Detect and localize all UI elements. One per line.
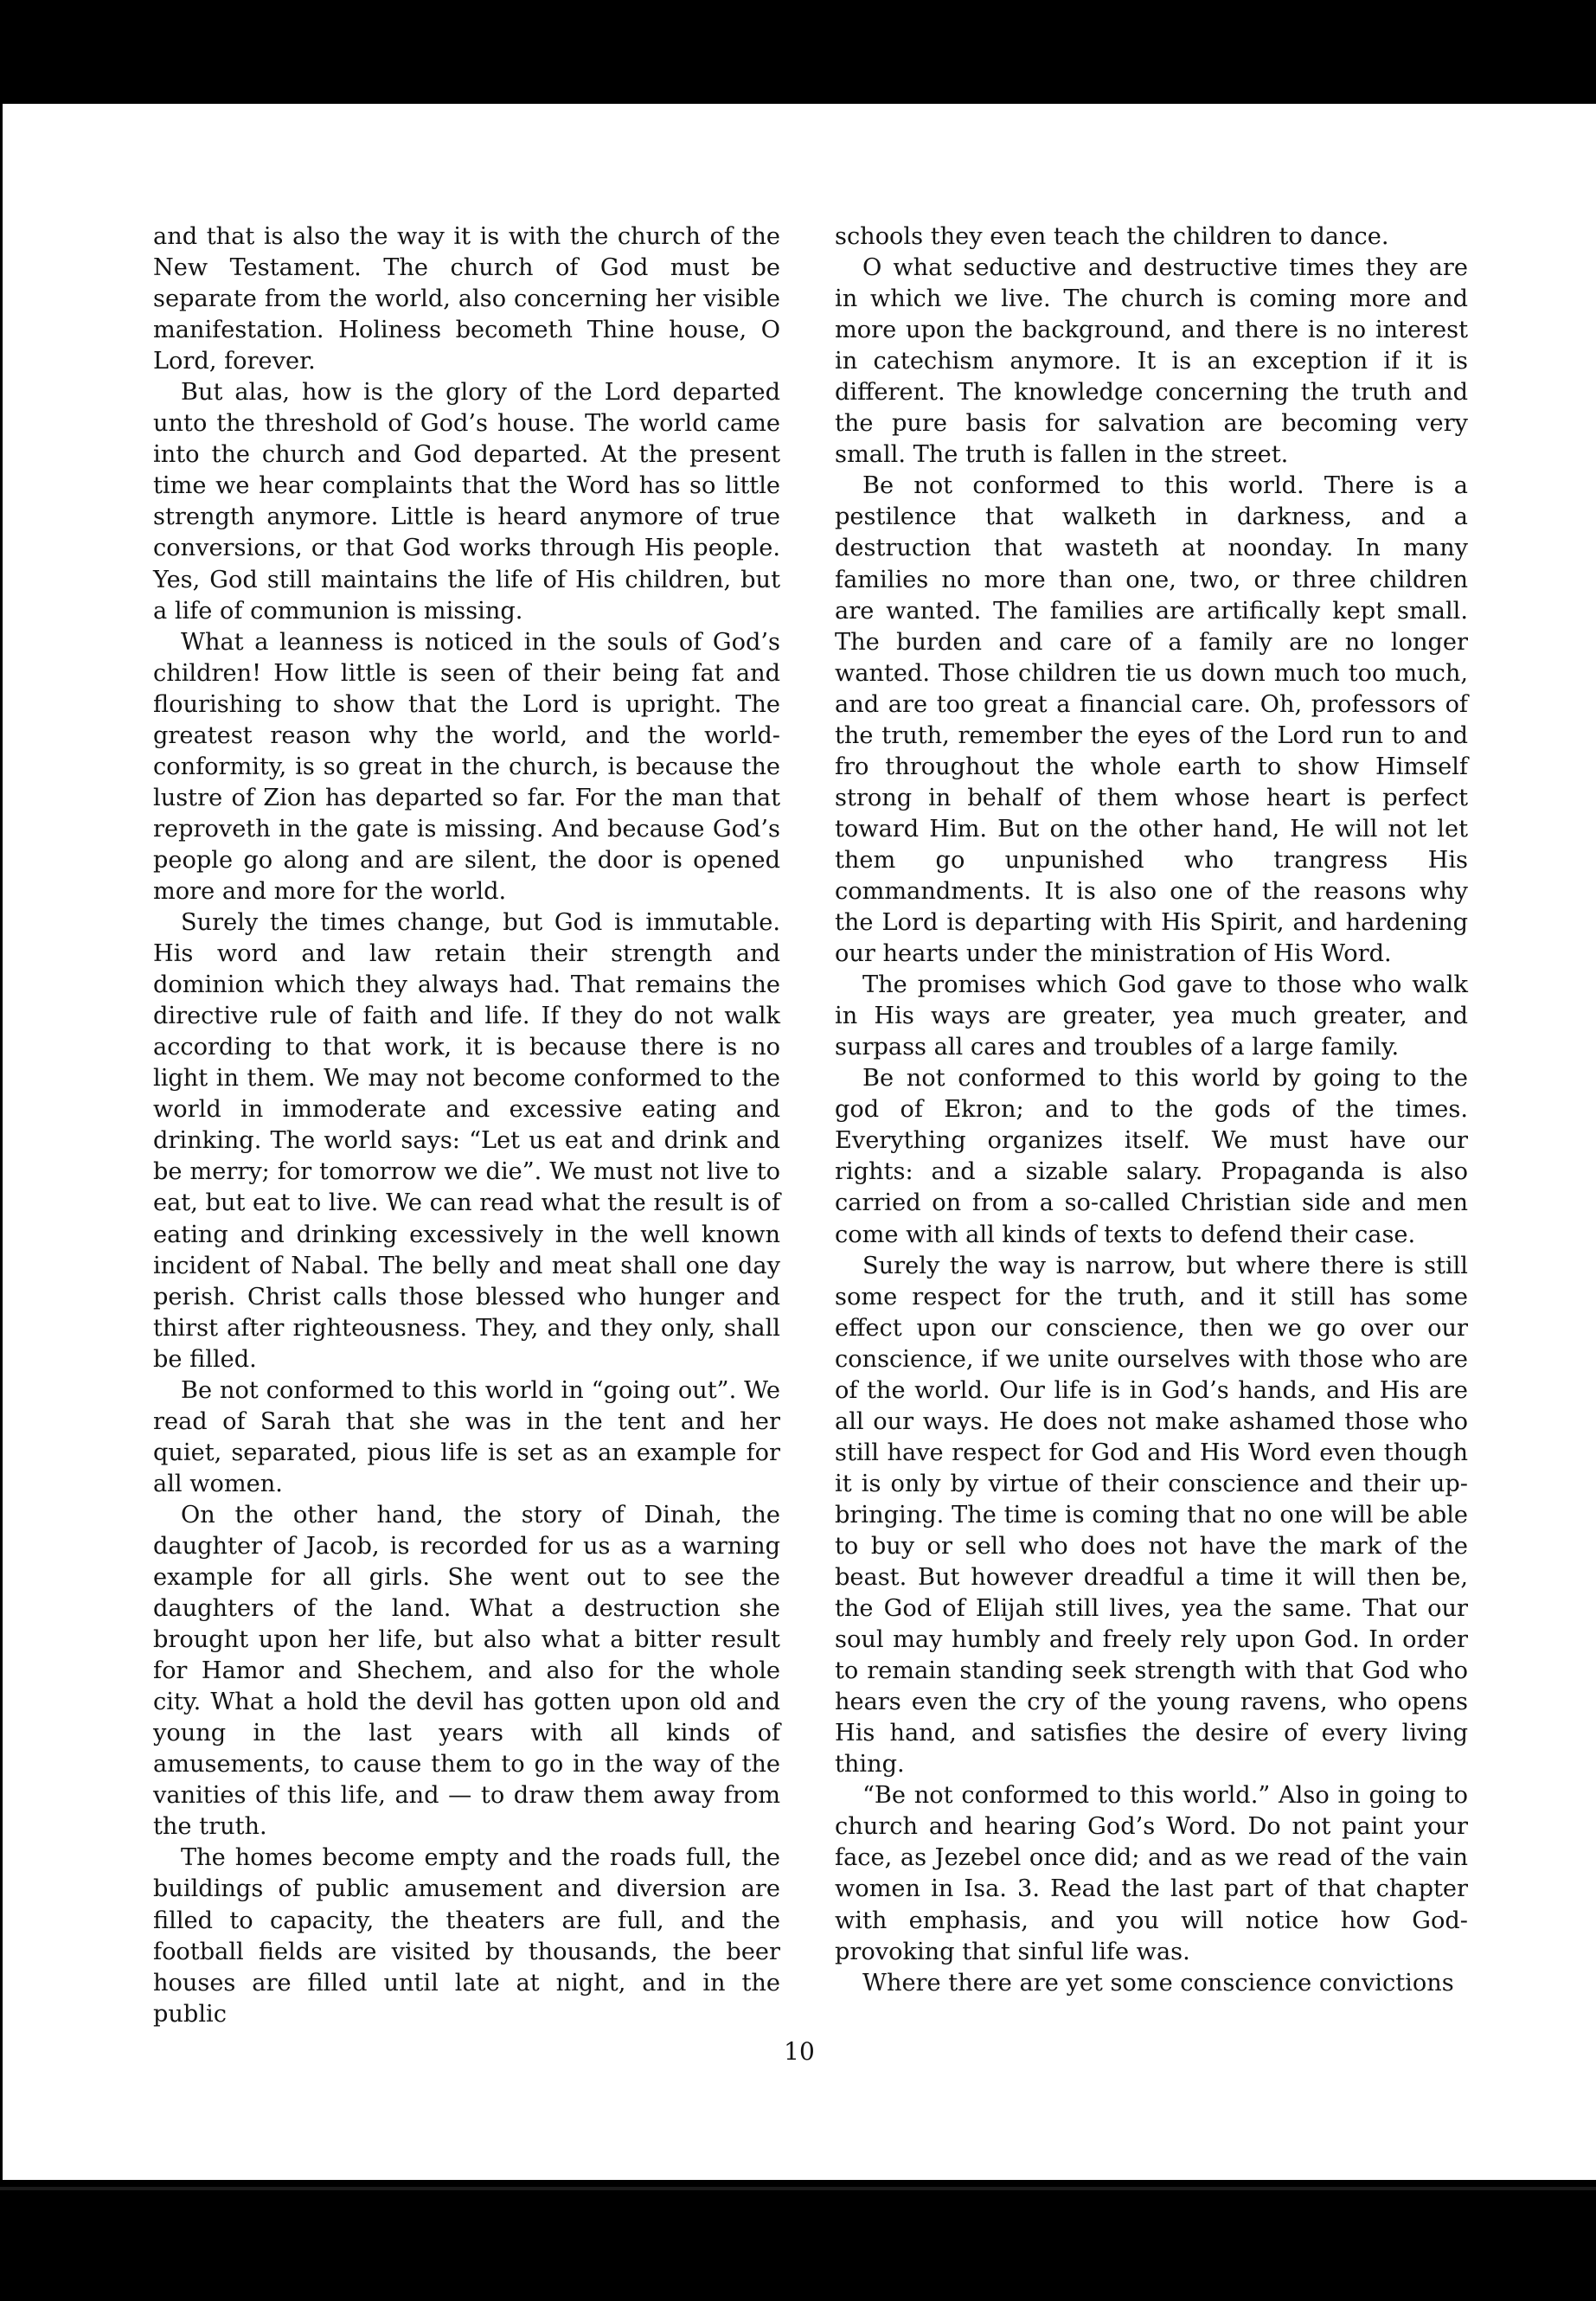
paragraph: But alas, how is the glory of the Lord departed unto the threshold of God’s house. The world came into the church and God departed. At the present time we hear complaints that the Word has so little strength anymore. Little is heard anymore of true conversions, or that God works through His people. Yes, God still maintains the life of His children, but a life of communion is missing. [153,379,780,625]
paragraph: Where there are yet some conscience convictions [862,1969,1454,1997]
paragraph: “Be not conformed to this world.” Also in going to church and hearing God’s Word. Do not paint your face, as Jezebel once did; and as we read of the vain women in Isa. 3. Read the last part of that chapter with emphasis, and you will notice how God-provoking that sinful life was. [835,1782,1468,1965]
paragraph: and that is also the way it is with the church of the New Testament. The church of God must be separate from the world, also concerning her visible manifestation. Holiness becometh Thine house, O Lord, forever. [153,223,780,375]
paragraph: O what seductive and destructive times they are in which we live. The church is coming more and more upon the background, and there is no interest in catechism anymore. It is an exception if it is different. The knowledge concerning the truth and the pure basis for salvation are becoming very small. The truth is fallen in the street. [835,254,1468,469]
paragraph: On the other hand, the story of Dinah, the daughter of Jacob, is recorded for us as a warning example for all girls. She went out to see the daughters of the land. What a destruction she brought upon her life, but also what a bitter result for Hamor and Shechem, and also for the whole city. What a hold the devil has gotten upon old and young in the last years with all kinds of amusements, to cause them to go in the way of the vanities of this life, and — to draw them away from the truth. [153,1501,780,1841]
paragraph: Surely the times change, but God is immutable. His word and law retain their strength and dominion which they always had. That remains the directive rule of faith and life. If they do not walk according to that work, it is because there is no light in them. We may not become conformed to the world in immoderate and excessive eating and drinking. The world says: “Let us eat and drink and be merry; for tomorrow we die”. We must not live to eat, but eat to live. We can read what the result is of eating and drinking excessively in the well known incident of Nabal. The belly and meat shall one day perish. Christ calls those blessed who hunger and thirst after righteousness. They, and they only, shall be filled. [153,909,780,1373]
paragraph: What a leanness is noticed in the souls of God’s children! How little is seen of their being fat and flourishing to show that the Lord is upright. The greatest reason why the world, and the world-conformity, is so great in the church, is because the lustre of Zion has departed so far. For the man that reproveth in the gate is missing. And because God’s people go along and are silent, the door is opened more and more for the world. [153,628,780,905]
paragraph: The homes become empty and the roads full, the buildings of public amusement and diversion are filled to capacity, the theaters are full, and the football fields are visited by thousands, the beer houses are filled until late at night, and in the public [153,1844,780,2028]
scan-edge-rule [0,2187,1596,2190]
left-text-column [153,221,780,2030]
paragraph: Be not conformed to this world. There is a pestilence that walketh in darkness, and a destruction that wasteth at noonday. In many families no more than one, two, or three children are wanted. The families are artifically kept small. The burden and care of a family are no longer wanted. Those children tie us down much too much, and are too great a financial care. Oh, professors of the truth, remember the eyes of the Lord run to and fro throughout the whole earth to show Himself strong in behalf of them whose heart is perfect toward Him. But on the other hand, He will not let them go unpunished who trangress His commandments. It is also one of the reasons why the Lord is departing with His Spirit, and hardening our hearts under the ministration of His Word. [835,472,1468,968]
paragraph: schools they even teach the children to dance. [835,223,1389,250]
paragraph: The promises which God gave to those who walk in His ways are greater, yea much greater, and surpass all cares and troubles of a large family. [835,971,1468,1061]
paragraph: Be not conformed to this world by going to the god of Ekron; and to the gods of the times. Everything organizes itself. We must have our rights: and a sizable salary. Propaganda is also carried on from a so-called Christian side and men come with all kinds of texts to defend their case. [835,1065,1468,1248]
paragraph: Surely the way is narrow, but where there is still some respect for the truth, and it still has some effect upon our conscience, then we go over our conscience, if we unite ourselves with those who are of the world. Our life is in God’s hands, and His are all our ways. He does not make ashamed those who still have respect for God and His Word even though it is only by virtue of their conscience and their up-bringing. The time is coming that no one will be able to buy or sell who does not have the mark of the beast. But however dreadful a time it will then be, the God of Elijah still lives, yea the same. That our soul may humbly and freely rely upon God. In order to remain standing seek strength with that God who hears even the cry of the young ravens, who opens His hand, and satisfies the desire of every living thing. [835,1252,1468,1779]
paragraph: Be not conformed to this world in “going out”. We read of Sarah that she was in the tent and her quiet, separated, pious life is set as an example for all women. [153,1376,780,1497]
page-number: 10 [784,2037,815,2066]
document-page [3,104,1596,2180]
right-text-column [835,221,1468,1999]
